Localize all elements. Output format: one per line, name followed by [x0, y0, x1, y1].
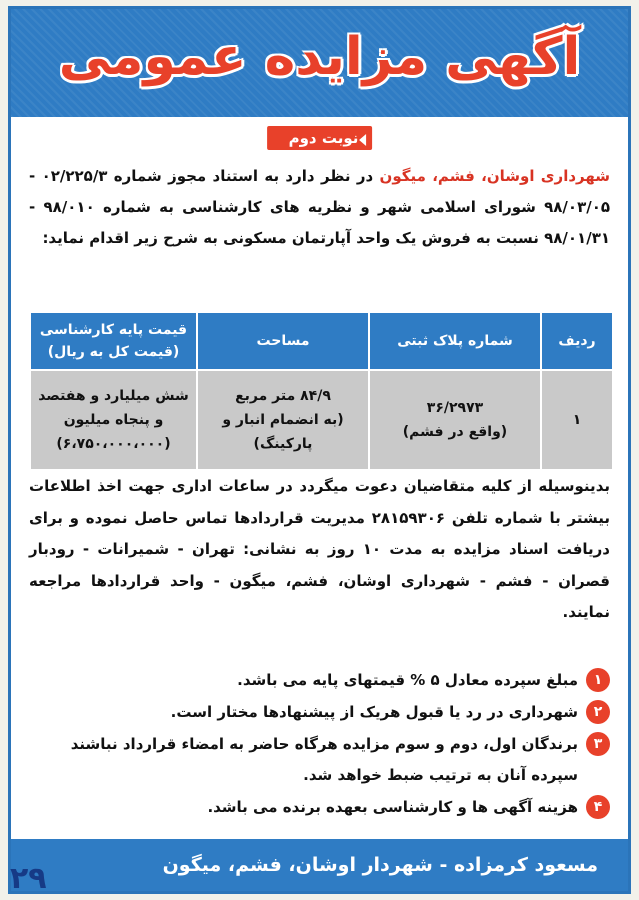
condition-text: برندگان اول، دوم و سوم مزایده هرگاه حاضر به امضاء قرارداد نباشند سپرده آنان به ترتیب ضبط خواهد شد. [70, 735, 578, 784]
signature-text: مسعود کرمزاده - شهردار اوشان، فشم، میگون [162, 854, 598, 876]
condition-item [29, 697, 610, 728]
cell-plate [369, 370, 541, 470]
cell-price-digits: (۶،۷۵۰،۰۰۰،۰۰۰) [56, 436, 171, 452]
cell-price [30, 370, 197, 470]
col-header-price [30, 312, 197, 370]
col-header-plate: شماره پلاک ثبتی [369, 312, 541, 370]
col-header-row: ردیف [541, 312, 613, 370]
intro-text-2: ۰۲/۲۲۵/۳ - ۹۸/۰۳/۰۵ شورای اسلامی شهر و نظریه های کارشناسی به شماره ۹۸/۰۱۰ - ۹۸/۰۱/۳۱ [29, 167, 611, 247]
cell-plate-location: (واقع در فشم) [402, 424, 508, 440]
number-badge-icon: ۳ [586, 732, 610, 756]
issuer-name: شهرداری اوشان، فشم، میگون [379, 167, 611, 185]
cell-plate-number: ۳۶/۲۹۷۳ [426, 400, 484, 416]
triangle-arrow-icon [359, 134, 366, 146]
number-badge-icon: ۱ [586, 668, 610, 692]
condition-item [29, 729, 610, 791]
col-header-area: مساحت [197, 312, 369, 370]
conditions-list [29, 665, 610, 824]
cell-row: ۱ [541, 370, 613, 470]
col-header-price-line1: قیمت پایه کارشناسی [39, 322, 188, 338]
number-badge-icon: ۲ [586, 700, 610, 724]
intro-paragraph [29, 161, 610, 254]
condition-item [29, 665, 610, 696]
page-title: آگهی مزایده عمومی [58, 27, 581, 87]
cell-price-words: شش میلیارد و هفتصد و پنجاه میلیون [38, 388, 189, 428]
cell-area-note: (به انضمام انبار و پارکینگ) [222, 412, 344, 452]
property-table [29, 311, 614, 471]
round-badge [267, 126, 373, 150]
intro-subject: نسبت به فروش یک واحد آپارتمان مسکونی [223, 229, 545, 247]
table-row [30, 370, 613, 470]
round-label: نوبت دوم [288, 129, 359, 147]
condition-text: هزینه آگهی ها و کارشناسی بعهده برنده می باشد. [207, 798, 578, 816]
cell-area [197, 370, 369, 470]
cell-area-size: ۸۴/۹ متر مربع [235, 388, 331, 404]
condition-item [29, 792, 610, 823]
page-number: ۲۹ [10, 861, 47, 896]
signature-footer [11, 839, 628, 891]
header-banner [11, 9, 628, 117]
invitation-paragraph: بدینوسیله از کلیه متقاضیان دعوت میگردد در ساعات اداری جهت اخذ اطلاعات بیشتر با شماره تلفن ۲۸۱۵۹۳۰۶ مدیریت قراردادها تماس حاصل نموده و برای دریافت اسناد مزایده به مدت ۱۰ روز به نشانی: تهران - شمیرانات - رودبار قصران - فشم - شهرداری اوشان، فشم، میگون - واحد قراردادها مراجعه نمایند. [29, 477, 611, 621]
condition-text: مبلغ سپرده معادل ۵ % قیمتهای پایه می باشد. [237, 671, 578, 689]
number-badge-icon: ۴ [586, 795, 610, 819]
intro-text-1: در نظر دارد به استناد مجوز شماره [107, 167, 380, 185]
condition-text: شهرداری در رد یا قبول هریک از پیشنهادها مختار است. [170, 703, 578, 721]
advertisement-frame [8, 6, 631, 894]
col-header-price-line2: (قیمت کل به ریال) [47, 344, 180, 360]
table-header-row [30, 312, 613, 370]
intro-text-end: به شرح زیر اقدام نماید: [42, 229, 224, 247]
